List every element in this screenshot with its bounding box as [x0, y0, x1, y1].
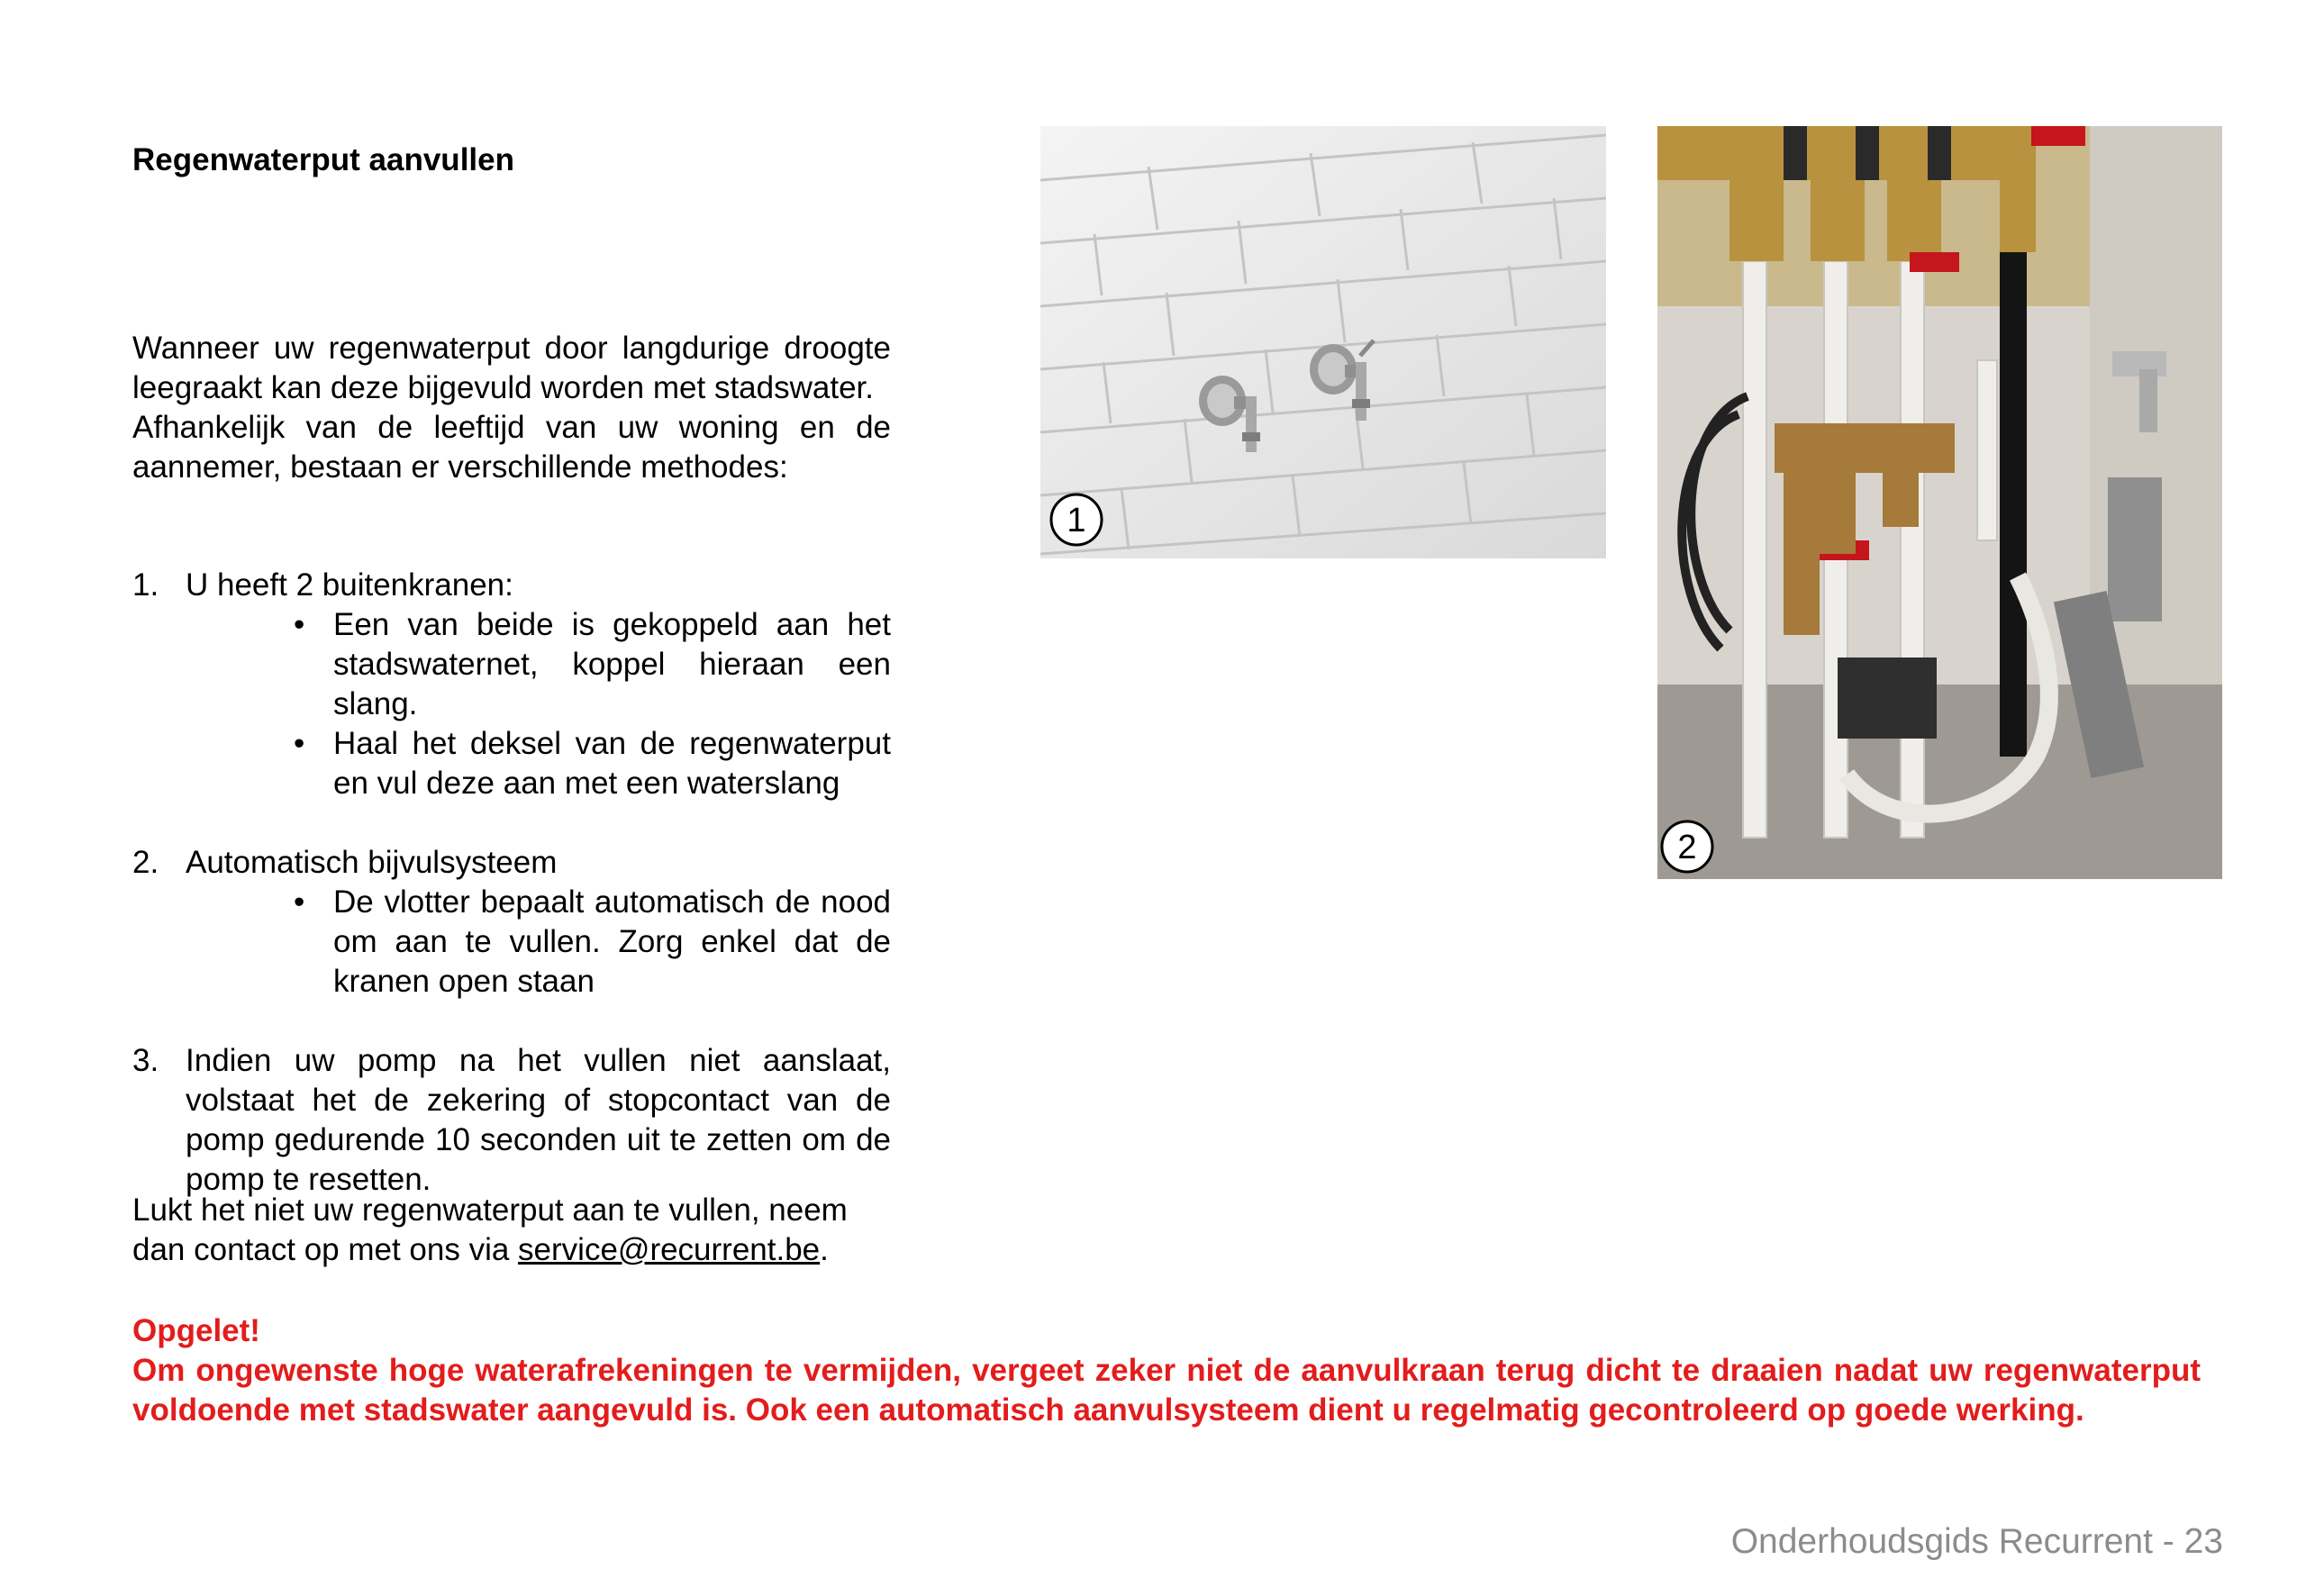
- method-title: U heeft 2 buitenkranen:: [186, 567, 513, 603]
- method-item-1: [132, 566, 891, 803]
- outdoor-taps-image: [1040, 126, 1606, 558]
- bullet-item: [294, 883, 891, 1002]
- warning-text: Om ongewenste hoge waterafrekeningen te vermijden, vergeet zeker niet de aanvulkraan terug dicht te draaien nadat uw regenwaterput voldoende met stadswater aangevuld is. Ook een automatisch aanvulsysteem dient u regelmatig gecontroleerd op goede werking.: [132, 1353, 2201, 1428]
- email-link[interactable]: service@recurrent.be: [518, 1232, 821, 1267]
- contact-end: .: [820, 1232, 829, 1267]
- warning-title: Opgelet!: [132, 1313, 260, 1348]
- method-number: 1.: [132, 567, 159, 603]
- method-item-2: [132, 843, 891, 1002]
- bullet-icon: •: [294, 884, 305, 920]
- page-footer: Onderhoudsgids Recurrent - 23: [1730, 1522, 2223, 1561]
- black-pipe: [2000, 252, 2027, 757]
- intro-paragraph: Wanneer uw regenwaterput door langdurige droogte leegraakt kan deze bijgevuld worden met stadswater.: [132, 331, 891, 405]
- bullet-icon: •: [294, 726, 305, 761]
- svg-text:2: 2: [1677, 829, 1697, 866]
- manifold-image: [1657, 126, 2222, 879]
- method-bullets: [186, 605, 891, 803]
- intro-paragraph-methods: Afhankelijk van de leeftijd van uw woning en de aannemer, bestaan er verschillende methodes:: [132, 410, 891, 485]
- contact-note: [132, 1191, 891, 1270]
- photo-number-badge-1: [1051, 494, 1102, 545]
- intro-text: [132, 329, 891, 487]
- bullet-text: Haal het deksel van de regenwaterput en vul deze aan met een waterslang: [333, 726, 891, 801]
- method-bullets: [186, 883, 891, 1002]
- method-number: 2.: [132, 845, 159, 880]
- page-title: Regenwaterput aanvullen: [132, 142, 514, 177]
- method-title: Indien uw pomp na het vullen niet aanslaat, volstaat het de zekering of stopcontact van de pomp gedurende 10 seconden uit te zetten om de pomp te resetten.: [186, 1043, 891, 1197]
- bullet-item: [294, 724, 891, 803]
- svg-text:1: 1: [1067, 502, 1086, 540]
- contact-text: Lukt het niet uw regenwaterput aan te vullen, neem dan contact op met ons via: [132, 1192, 848, 1267]
- warning-block: [132, 1311, 2201, 1430]
- pressure-switch: [1838, 657, 1937, 739]
- method-number: 3.: [132, 1043, 159, 1078]
- methods-list: [132, 566, 891, 1239]
- photo-number-badge-2: [1662, 821, 1712, 872]
- bullet-text: De vlotter bepaalt automatisch de nood om aan te vullen. Zorg enkel dat de kranen open staan: [333, 884, 891, 999]
- method-title: Automatisch bijvulsysteem: [186, 845, 558, 880]
- manifold-photo: [1657, 126, 2222, 879]
- bullet-icon: •: [294, 607, 305, 642]
- bullet-item: [294, 605, 891, 724]
- outdoor-taps-photo: [1040, 126, 1606, 558]
- method-item-3: [132, 1041, 891, 1200]
- bullet-text: Een van beide is gekoppeld aan het stadswaternet, koppel hieraan een slang.: [333, 607, 891, 721]
